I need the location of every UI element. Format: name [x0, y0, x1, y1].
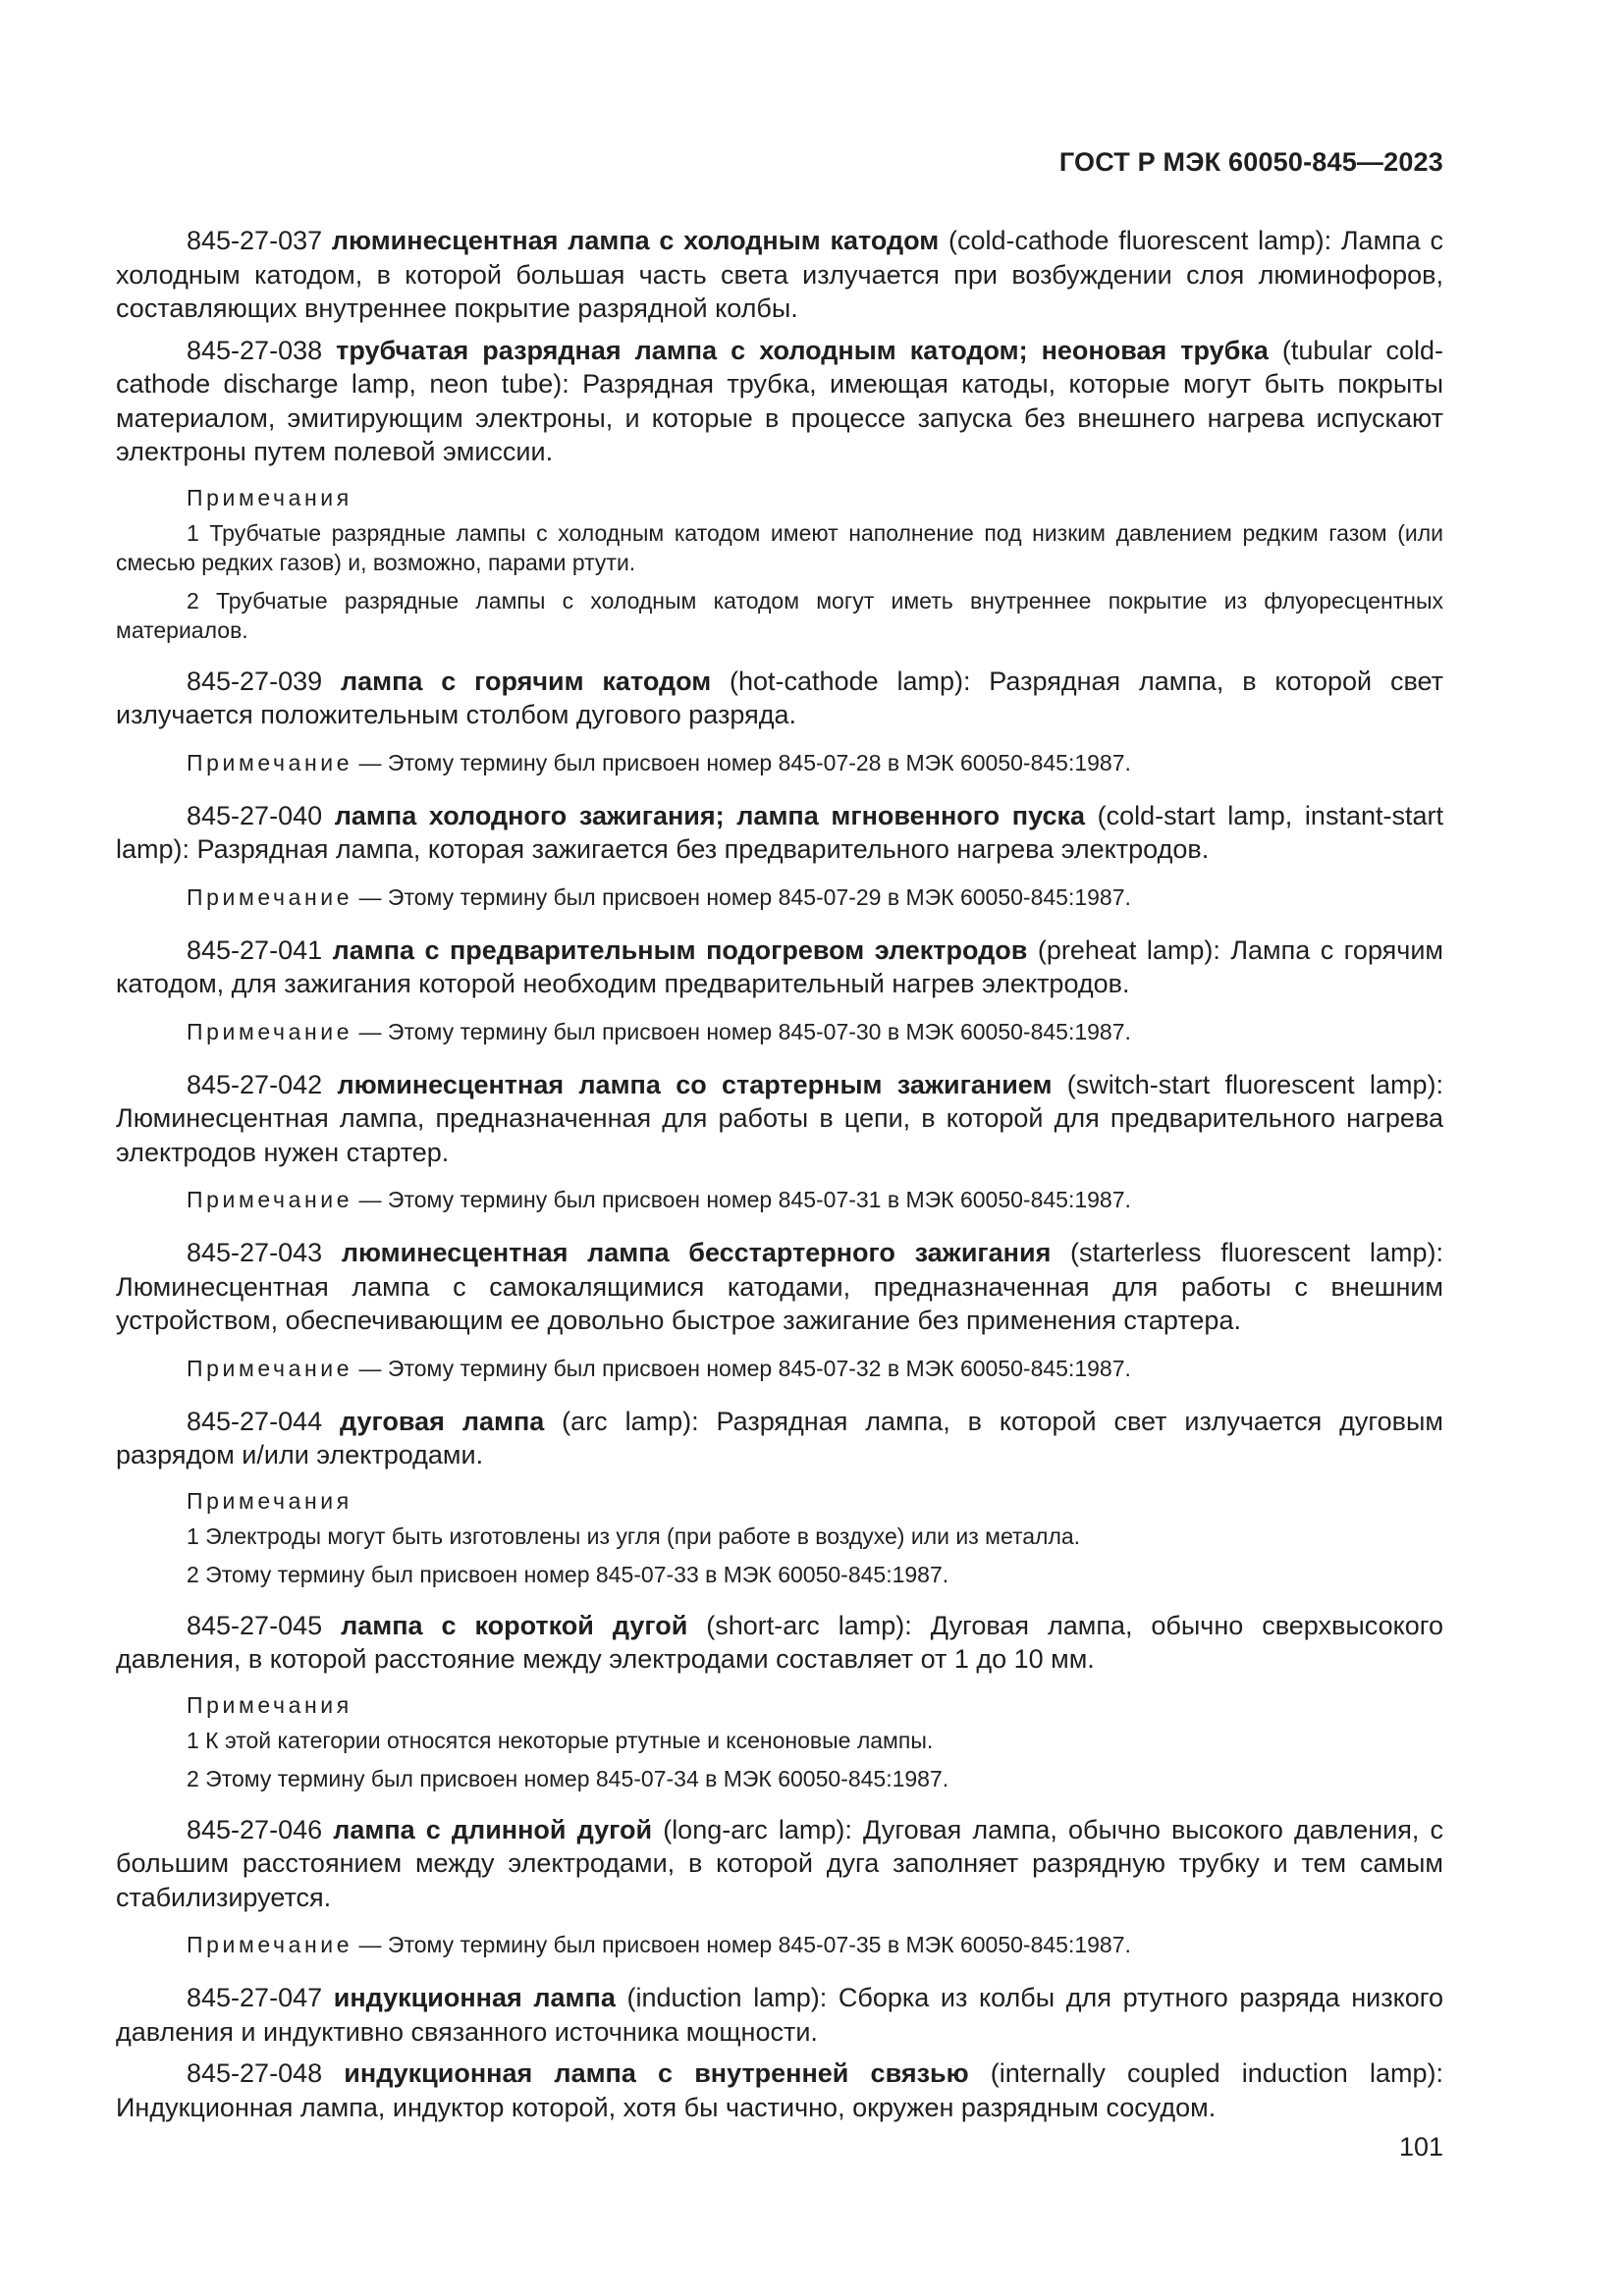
note-text: — Этому термину был присвоен номер 845-07-28 в МЭК 60050-845:1987.	[352, 749, 1131, 775]
term-number: 845-27-048	[187, 2058, 323, 2088]
note-item: 1 Трубчатые разрядные лампы с холодным катодом имеют наполнение под низким давлением редким газом (или смесью редких газов) и, возможно, парами ртути.	[116, 519, 1443, 575]
note	[116, 882, 1443, 912]
term-entry	[116, 934, 1443, 1001]
term-title: трубчатая разрядная лампа с холодным катодом; неоновая трубка	[336, 335, 1269, 365]
note	[116, 1354, 1443, 1383]
term-entry	[116, 799, 1443, 867]
notes-block	[116, 1690, 1443, 1793]
term-title: люминесцентная лампа бесстартерного зажигания	[341, 1238, 1052, 1267]
term-entry	[116, 1068, 1443, 1170]
note-text: — Этому термину был присвоен номер 845-07-31 в МЭК 60050-845:1987.	[352, 1187, 1131, 1212]
term-definition: (preheat lamp): Лампа с горячим катодом, для зажигания которой необходим предварительный нагрев электродов.	[116, 934, 1443, 998]
term-definition: (switch-start fluorescent lamp): Люминесцентная лампа, предназначенная для работы в цепи, в которой для предварительного нагрева электродов нужен стартер.	[116, 1069, 1443, 1167]
note-item: 1 Электроды могут быть изготовлены из угля (при работе в воздухе) или из металла.	[187, 1522, 1081, 1549]
term-definition: (hot-cathode lamp): Разрядная лампа, в которой свет излучается положительным столбом дугового разряда.	[116, 666, 1443, 729]
term-entry	[116, 224, 1443, 326]
term-definition: (short-arc lamp): Дуговая лампа, обычно сверхвысокого давления, в которой расстояние между электродами составляет от 1 до 10 мм.	[116, 1610, 1443, 1674]
note-text: — Этому термину был присвоен номер 845-07-30 в МЭК 60050-845:1987.	[352, 1018, 1131, 1044]
term-number: 845-27-047	[187, 1983, 323, 2012]
note-label: Примечание	[187, 1355, 353, 1381]
term-title: индукционная лампа	[333, 1983, 616, 2012]
term-title: люминесцентная лампа со стартерным зажиганием	[337, 1069, 1053, 1099]
term-definition: (cold-start lamp, instant-start lamp): Разрядная лампа, которая зажигается без предварительного нагрева электродов.	[116, 800, 1443, 864]
term-title: лампа с предварительным подогревом электродов	[332, 934, 1028, 965]
term-entry	[116, 1405, 1443, 1472]
note-text: — Этому термину был присвоен номер 845-07-29 в МЭК 60050-845:1987.	[352, 883, 1131, 910]
term-entry	[116, 1981, 1443, 2049]
term-entry	[116, 665, 1443, 732]
term-definition: (starterless fluorescent lamp): Люминесцентная лампа с самокалящимися катодами, предназначенная для работы с внешним устройством, обеспечивающим ее довольно быстрое зажигание без применения стартера.	[116, 1238, 1443, 1335]
term-number: 845-27-040	[187, 800, 323, 830]
term-title: дуговая лампа	[340, 1406, 545, 1436]
term-title: лампа с короткой дугой	[341, 1610, 688, 1640]
term-number: 845-27-043	[187, 1238, 323, 1267]
note	[116, 1017, 1443, 1046]
term-definition: (induction lamp): Сборка из колбы для ртутного разряда низкого давления и индуктивно связанного источника мощности.	[116, 1983, 1443, 2047]
note-label: Примечание	[187, 1187, 353, 1212]
term-entry	[116, 1813, 1443, 1915]
notes-heading: Примечания	[187, 1487, 352, 1514]
term-title: люминесцентная лампа с холодным катодом	[331, 226, 940, 255]
document-header: ГОСТ Р МЭК 60050-845—2023	[1058, 147, 1443, 177]
note-label: Примечание	[187, 1932, 353, 1957]
term-number: 845-27-039	[187, 666, 323, 696]
term-title: индукционная лампа с внутренней связью	[344, 2058, 969, 2088]
term-title: лампа с горячим катодом	[340, 666, 712, 696]
note	[116, 1930, 1443, 1959]
term-number: 845-27-037	[187, 226, 323, 255]
term-number: 845-27-038	[187, 335, 323, 365]
notes-heading: Примечания	[187, 1691, 352, 1718]
term-number: 845-27-044	[187, 1406, 323, 1436]
term-entry	[116, 334, 1443, 469]
term-definition: (internally coupled induction lamp): Индукционная лампа, индуктор которой, хотя бы частично, окружен разрядным сосудом.	[116, 2058, 1443, 2122]
note	[116, 1185, 1443, 1214]
notes-block	[116, 483, 1443, 645]
term-definition: (cold-cathode fluorescent lamp): Лампа с холодным катодом, в которой большая часть света излучается при возбуждении слоя люминофоров, составляющих внутреннее покрытие разрядной колбы.	[116, 226, 1443, 323]
term-entry	[116, 1236, 1443, 1338]
notes-heading: Примечания	[187, 484, 352, 510]
page-number: 101	[1398, 2132, 1443, 2162]
term-number: 845-27-045	[187, 1610, 323, 1640]
note-text: — Этому термину был присвоен номер 845-07-32 в МЭК 60050-845:1987.	[352, 1355, 1131, 1381]
term-entry	[116, 2056, 1443, 2124]
note-item: 2 Трубчатые разрядные лампы с холодным катодом могут иметь внутреннее покрытие из флуоресцентных материалов.	[116, 587, 1443, 643]
note-item: 1 К этой категории относятся некоторые ртутные и ксеноновые лампы.	[187, 1727, 934, 1753]
note-item: 2 Этому термину был присвоен номер 845-07-33 в МЭК 60050-845:1987.	[187, 1561, 949, 1587]
note-label: Примечание	[187, 883, 353, 910]
notes-block	[116, 1486, 1443, 1589]
term-entry	[116, 1609, 1443, 1677]
term-definition: (long-arc lamp): Дуговая лампа, обычно высокого давления, с большим расстоянием между электродами, в которой дуга заполняет разрядную трубку и тем самым стабилизируется.	[116, 1814, 1443, 1912]
note-label: Примечание	[187, 749, 353, 775]
note-text: — Этому термину был присвоен номер 845-07-35 в МЭК 60050-845:1987.	[352, 1932, 1131, 1957]
document-body	[116, 224, 1443, 2132]
note	[116, 748, 1443, 777]
term-number: 845-27-042	[187, 1069, 323, 1099]
term-definition: (arc lamp): Разрядная лампа, в которой свет излучается дуговым разрядом и/или электродами.	[116, 1406, 1443, 1469]
term-title: лампа холодного зажигания; лампа мгновенного пуска	[334, 800, 1085, 830]
term-number: 845-27-041	[187, 934, 323, 965]
term-definition: (tubular cold-cathode discharge lamp, neon tube): Разрядная трубка, имеющая катоды, которые могут быть покрыты материалом, эмитирующим электроны, и которые в процессе запуска без внешнего нагрева испускают электроны путем полевой эмиссии.	[116, 335, 1443, 466]
note-label: Примечание	[187, 1018, 353, 1044]
term-number: 845-27-046	[187, 1814, 323, 1844]
term-title: лампа с длинной дугой	[333, 1814, 653, 1844]
note-item: 2 Этому термину был присвоен номер 845-07-34 в МЭК 60050-845:1987.	[187, 1765, 949, 1791]
